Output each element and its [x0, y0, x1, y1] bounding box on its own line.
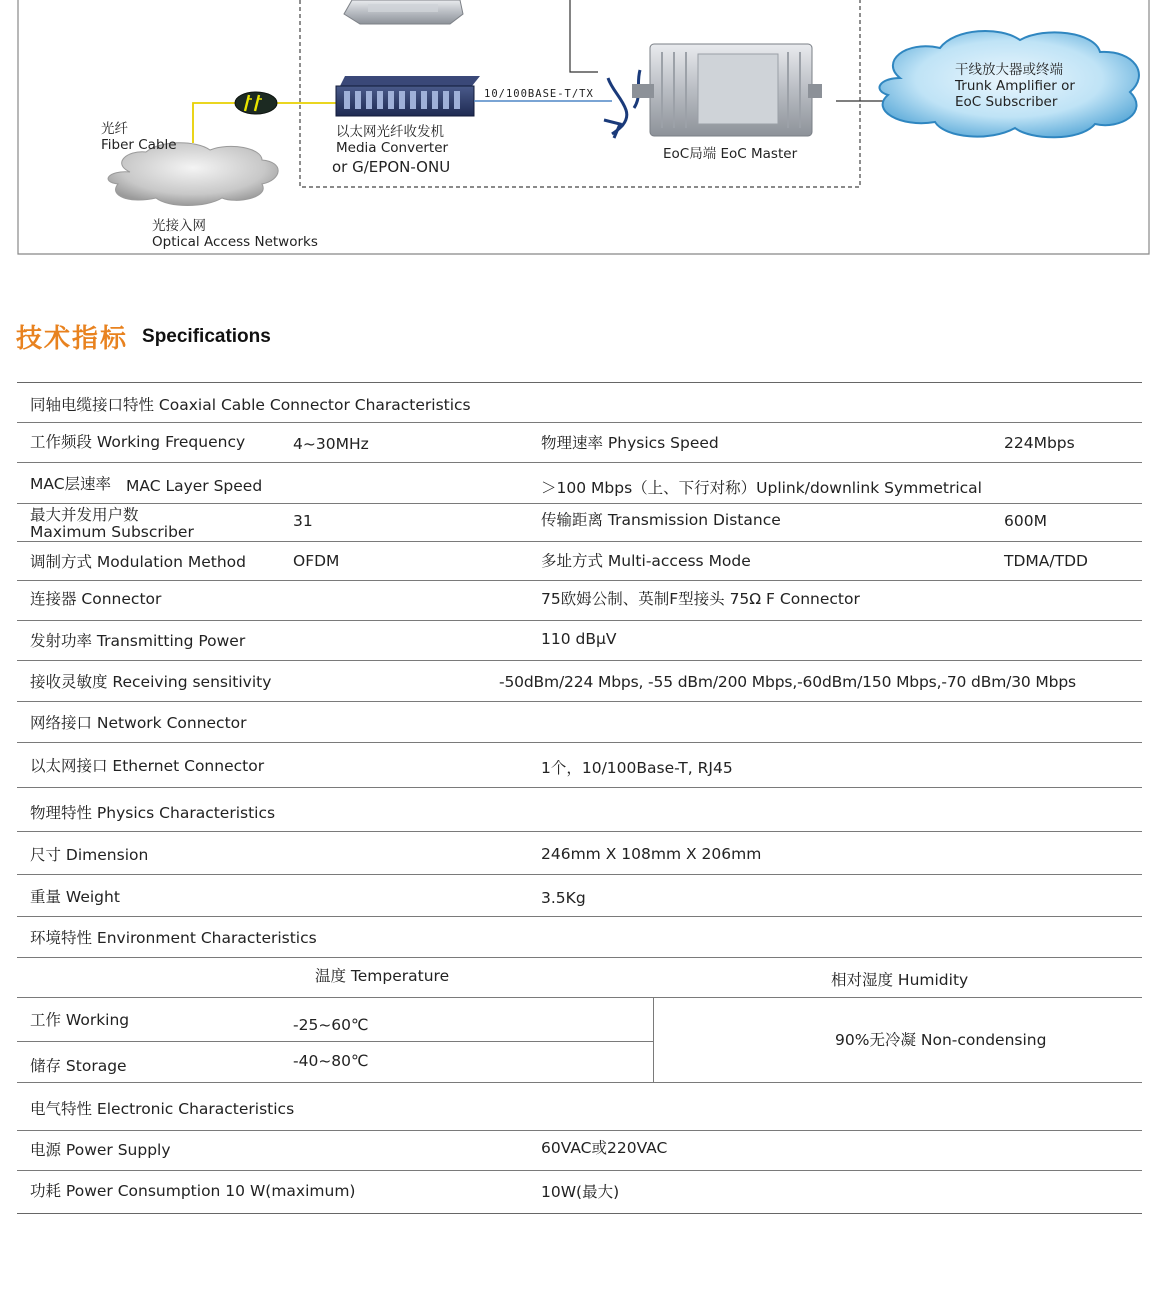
weight-value: 3.5Kg: [541, 889, 586, 907]
power-label: 电源 Power Supply: [30, 1141, 171, 1159]
table-rule: [17, 541, 1142, 542]
cloud-label-en-1: Trunk Amplifier or: [955, 78, 1075, 94]
tx-power-value: 110 dBμV: [541, 630, 617, 648]
section-environment: 环境特性 Environment Characteristics: [30, 929, 317, 947]
section-physics: 物理特性 Physics Characteristics: [30, 804, 276, 822]
media-converter-icon: [336, 76, 480, 116]
freq-label: 工作频段 Working Frequency: [30, 433, 246, 451]
table-rule: [17, 1213, 1142, 1214]
table-rule: [17, 1170, 1142, 1171]
freq-value: 4~30MHz: [293, 435, 369, 453]
phy-speed-value: 224Mbps: [1004, 434, 1075, 452]
working-value: -25~60℃: [293, 1016, 369, 1034]
table-rule: [17, 957, 1142, 958]
optical-network-label-en: Optical Access Networks: [152, 234, 318, 250]
optical-network-label-cn: 光接入网: [152, 218, 206, 234]
table-rule: [17, 701, 1142, 702]
table-rule: [17, 503, 1142, 504]
section-electronic: 电气特性 Electronic Characteristics: [30, 1100, 295, 1118]
phy-speed-label: 物理速率 Physics Speed: [541, 434, 719, 452]
weight-label: 重量 Weight: [30, 888, 120, 906]
fiber-badge-icon: [235, 92, 277, 114]
distance-label: 传输距离 Transmission Distance: [541, 511, 781, 529]
mac-label-en: MAC Layer Speed: [126, 477, 263, 495]
section-coax: 同轴电缆接口特性 Coaxial Cable Connector Characteristics: [30, 396, 471, 414]
cloud-label-en-2: EoC Subscriber: [955, 94, 1058, 110]
dim-value: 246mm X 108mm X 206mm: [541, 845, 762, 863]
power-value: 60VAC或220VAC: [541, 1139, 668, 1157]
eth-value: 1个，10/100Base-T, RJ45: [541, 759, 733, 777]
converter-label-alt: or G/EPON-ONU: [332, 158, 451, 176]
table-rule: [17, 620, 1142, 621]
section-network: 网络接口 Network Connector: [30, 714, 247, 732]
table-rule: [17, 874, 1142, 875]
table-rule: [17, 422, 1142, 423]
fiber-label-cn: 光纤: [101, 121, 128, 137]
cloud-label-cn: 干线放大器或终端: [955, 62, 1063, 78]
humidity-value: 90%无冷凝 Non-condensing: [835, 1031, 1047, 1049]
access-value: TDMA/TDD: [1004, 552, 1088, 570]
table-rule: [17, 580, 1142, 581]
top-device-icon: [344, 0, 463, 24]
table-rule: [17, 462, 1142, 463]
distance-value: 600M: [1004, 512, 1047, 530]
eth-label: 以太网接口 Ethernet Connector: [30, 757, 265, 775]
converter-label-cn: 以太网光纤收发机: [336, 124, 444, 140]
rx-sens-label: 接收灵敏度 Receiving sensitivity: [30, 673, 272, 691]
access-label: 多址方式 Multi-access Mode: [541, 552, 751, 570]
eoc-master-icon: [604, 44, 822, 138]
table-column-divider: [653, 997, 654, 1082]
tx-power-label: 发射功率 Transmitting Power: [30, 632, 246, 650]
max-sub-value: 31: [293, 512, 313, 530]
mod-value: OFDM: [293, 552, 340, 570]
humidity-header: 相对湿度 Humidity: [831, 971, 969, 989]
specifications-heading: [16, 318, 271, 355]
table-rule: [17, 787, 1142, 788]
table-rule: [17, 1041, 653, 1042]
heading-cn: 技术指标: [16, 324, 129, 354]
table-rule: [17, 1130, 1142, 1131]
uplink-line: [570, 0, 598, 72]
mod-label: 调制方式 Modulation Method: [30, 553, 247, 571]
working-label: 工作 Working: [30, 1011, 130, 1029]
max-sub-label-cn: 最大并发用户数: [30, 506, 139, 524]
fiber-label-en: Fiber Cable: [101, 137, 177, 153]
temperature-header: 温度 Temperature: [315, 967, 450, 985]
rx-sens-value: -50dBm/224 Mbps, -55 dBm/200 Mbps,-60dBm/150 Mbps,-70 dBm/30 Mbps: [499, 673, 1076, 691]
table-rule: [17, 660, 1142, 661]
mac-label-cn: MAC层速率: [30, 475, 112, 493]
heading-en: Specifications: [142, 325, 271, 347]
dim-label: 尺寸 Dimension: [30, 846, 149, 864]
table-rule: [17, 382, 1142, 383]
master-label: EoC局端 EoC Master: [663, 146, 798, 162]
table-rule: [17, 831, 1142, 832]
storage-value: -40~80℃: [293, 1052, 369, 1070]
consumption-label: 功耗 Power Consumption 10 W(maximum): [30, 1182, 356, 1200]
network-diagram: [0, 0, 1160, 270]
max-sub-label-en: Maximum Subscriber: [30, 523, 194, 541]
converter-label-en: Media Converter: [336, 140, 449, 156]
table-rule: [17, 997, 1142, 998]
table-rule: [17, 916, 1142, 917]
link-label: 10/100BASE-T/TX: [484, 88, 594, 100]
connector-value: 75欧姆公制、英制F型接头 75Ω F Connector: [541, 590, 860, 608]
connector-label: 连接器 Connector: [30, 590, 162, 608]
consumption-value: 10W(最大): [541, 1183, 620, 1201]
table-rule: [17, 742, 1142, 743]
table-rule: [17, 1082, 1142, 1083]
mac-value: ＞100 Mbps（上、下行对称）Uplink/downlink Symmetrical: [541, 479, 982, 497]
storage-label: 储存 Storage: [30, 1057, 127, 1075]
